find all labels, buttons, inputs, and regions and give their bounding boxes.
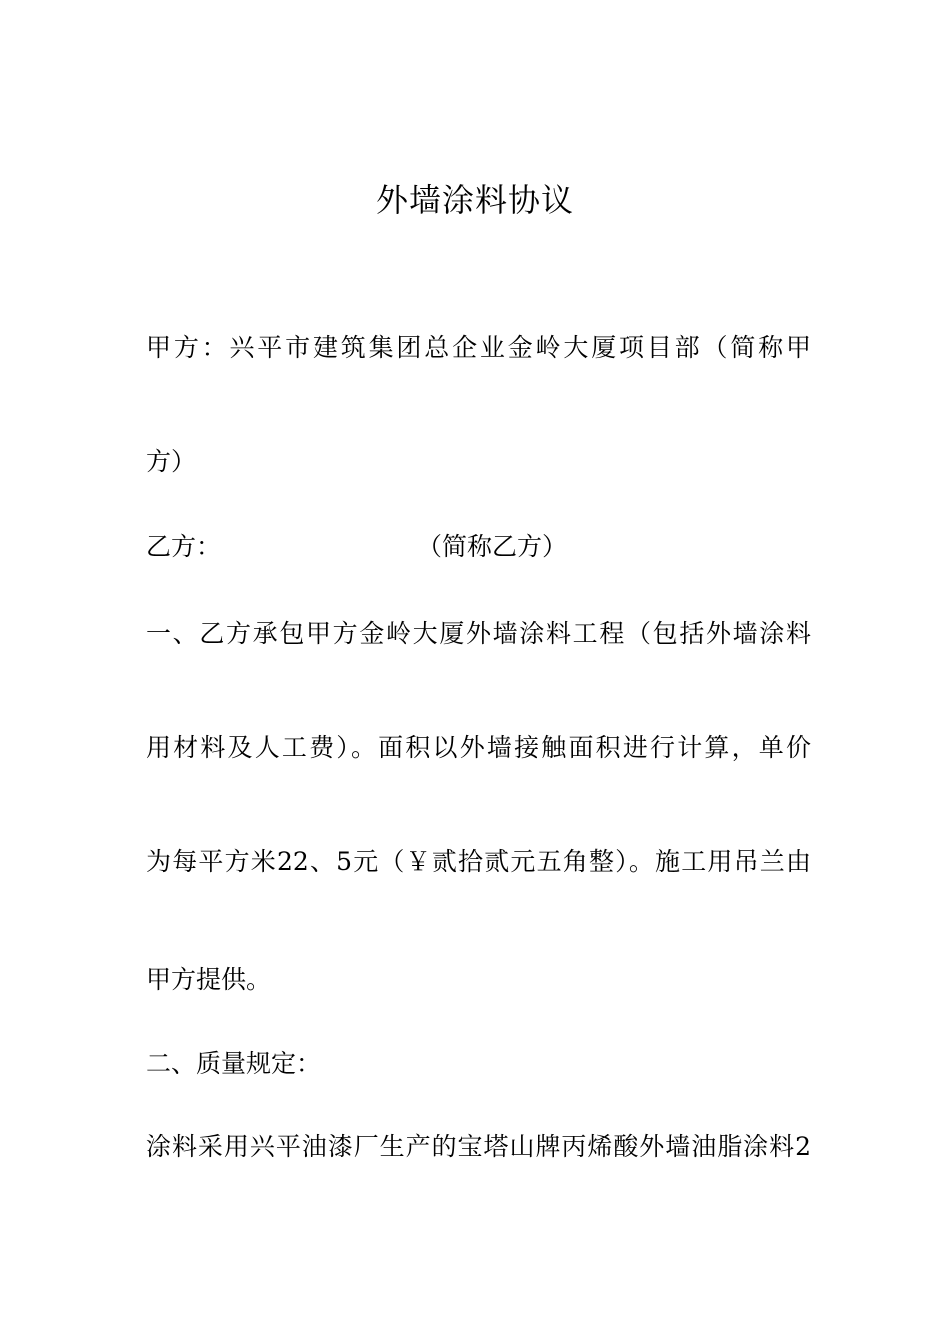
party-b-line	[146, 530, 811, 564]
party-a-line-2: 方）	[146, 447, 197, 476]
clause-1-line-4: 甲方提供。	[146, 965, 272, 994]
party-b-abbrev: （简称乙方）	[417, 532, 568, 561]
clause-1-line-1: 一、乙方承包甲方金岭大厦外墙涂料工程（包括外墙涂料	[146, 619, 811, 648]
clause-2-heading: 二、质量规定：	[146, 1049, 322, 1078]
party-b-label: 乙方：	[146, 532, 222, 561]
clause-1-line-3: 为每平方米22、5元（￥贰拾贰元五角整）。施工用吊兰由	[146, 847, 811, 876]
clause-1-line-2: 用材料及人工费）。面积以外墙接触面积进行计算，单价	[146, 733, 811, 762]
clause-2-line-1: 涂料采用兴平油漆厂生产的宝塔山牌丙烯酸外墙油脂涂料2	[146, 1132, 811, 1161]
party-a-line-1: 甲方：兴平市建筑集团总企业金岭大厦项目部（简称甲	[146, 333, 811, 362]
document-title: 外墙涂料协议	[375, 181, 574, 219]
